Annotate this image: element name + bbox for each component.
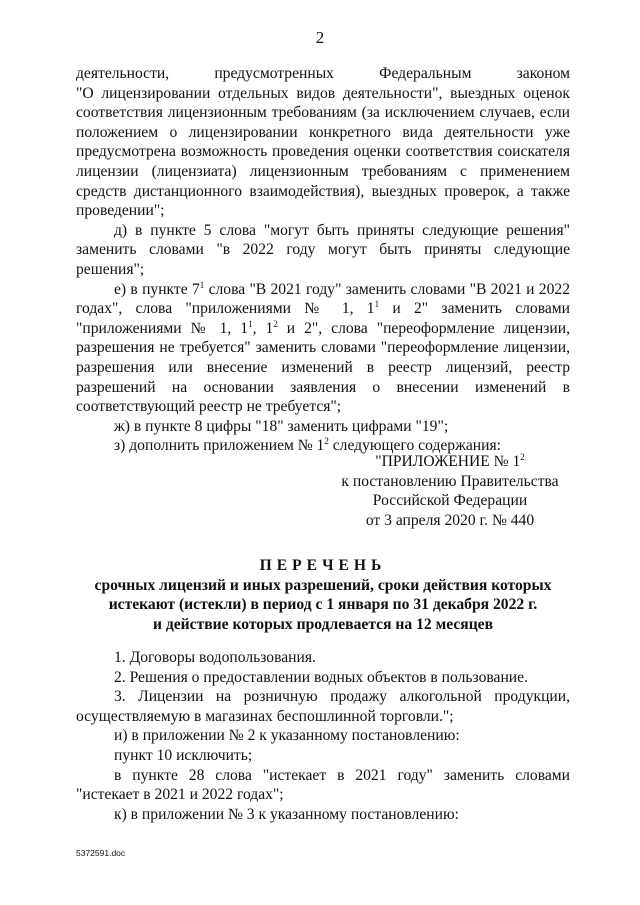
list-item-3: 3. Лицензии на розничную продажу алкогольной продукции, осуществляемую в магазинах беспошлинной торговли."; bbox=[76, 688, 570, 725]
item-e-sup2: 1 bbox=[374, 299, 380, 310]
approval-line-3: Российской Федерации bbox=[372, 492, 528, 510]
item-e-part1: е) в пункте 7 bbox=[114, 280, 200, 298]
item-d: д) в пункте 5 слова "могут быть приняты следующие решения" заменить словами "в 2022 году могут быть приняты следующие решения"; bbox=[76, 221, 570, 278]
item-z-tail: следующего содержания: bbox=[328, 437, 501, 455]
approval-title bbox=[330, 452, 570, 472]
list-title bbox=[76, 556, 570, 634]
list-heading: ПЕРЕЧЕНЬ bbox=[259, 557, 387, 574]
list-title-line-2: истекают (истекли) в период с 1 января по 31 декабря 2022 г. bbox=[108, 596, 538, 614]
item-i-point-28: в пункте 28 слова "истекает в 2021 году" заменить словами "истекает в 2021 и 2022 годах"; bbox=[76, 766, 570, 804]
footer-doc-code: 5372591.doc bbox=[76, 848, 126, 858]
item-i-point-10: пункт 10 исключить; bbox=[114, 746, 253, 764]
list-title-line-3: и действие которых продлевается на 12 месяцев bbox=[152, 615, 494, 633]
item-e-part2: слова "В 2021 году" заменить словами "В 2021 и 2022 годах", слова "приложениями № 1, 1 bbox=[76, 280, 570, 318]
list-item-2: 2. Решения о предоставлении водных объектов в пользование. bbox=[114, 668, 528, 686]
intro-paragraph: "О лицензировании отдельных видов деятельности", выездных оценок соответствия лицензионным требованиям (за исключением случаев, если положением о лицензировании конкретного вида деятельности уже предусмотрена возможность проведения оценки соответствия соискателя лицензии (лицензиата) лицензионным требованиям с применением средств дистанционного взаимодействия), выездных проверок, а также проведении"; bbox=[76, 84, 570, 220]
item-k: к) в приложении № 3 к указанному постановлению: bbox=[114, 805, 459, 823]
item-e-part4: , 1 bbox=[252, 319, 274, 337]
approval-line-4: от 3 апреля 2020 г. № 440 bbox=[365, 511, 535, 529]
item-e-part3: и 2" заменить словами "приложениями № 1, 1 bbox=[76, 300, 570, 337]
item-z-text: з) дополнить приложением № 1 bbox=[114, 437, 325, 455]
approval-title-text: "ПРИЛОЖЕНИЕ № 1 bbox=[375, 453, 521, 470]
item-e-sup3: 1 bbox=[248, 318, 253, 329]
main-text bbox=[76, 64, 570, 456]
item-e bbox=[76, 280, 570, 417]
item-i: и) в приложении № 2 к указанному постановлению: bbox=[114, 727, 460, 745]
item-e-sup4: 2 bbox=[273, 318, 278, 329]
list-title-line-1: срочных лицензий и иных разрешений, сроки действия которых bbox=[94, 576, 552, 594]
item-z-sup: 2 bbox=[324, 436, 329, 447]
list-item-1: 1. Договоры водопользования. bbox=[114, 649, 316, 666]
item-e-sup1: 1 bbox=[199, 279, 205, 290]
intro-first-line: деятельности, предусмотренных Федеральным законом bbox=[76, 65, 570, 82]
item-zh: ж) в пункте 8 цифры "18" заменить цифрами "19"; bbox=[114, 417, 449, 435]
item-e-part5: и 2", слова "переоформление лицензии, разрешения не требуется" заменить словами "переоформление лицензии, разрешения или внесение изменений в реестр лицензий, реестр разрешений на основании заявления о внесении изменений в соответствующий реестр не требуется"; bbox=[76, 319, 570, 416]
list-body bbox=[76, 648, 570, 824]
approval-block bbox=[330, 452, 570, 530]
page-number: 2 bbox=[315, 28, 325, 47]
approval-title-sup: 2 bbox=[520, 452, 525, 462]
approval-line-2: к постановлению Правительства bbox=[341, 472, 559, 490]
